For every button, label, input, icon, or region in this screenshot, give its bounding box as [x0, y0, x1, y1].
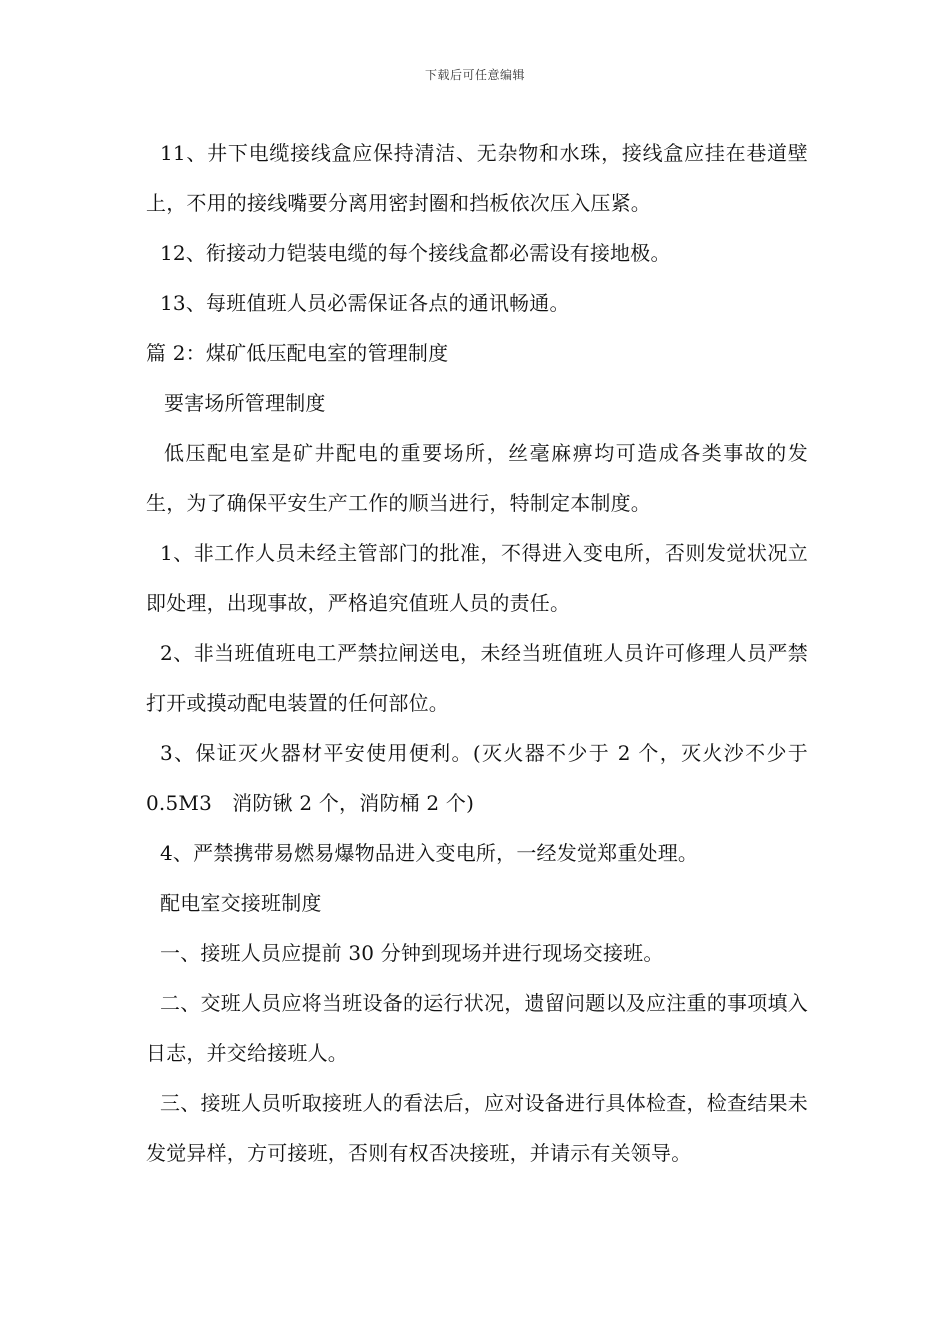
- handover-item-3: 三、接班人员听取接班人的看法后，应对设备进行具体检查，检查结果未发觉异样，方可接班，否则有权否决接班，并请示有关领导。: [146, 1091, 808, 1165]
- paragraph-item-11: 11、井下电缆接线盒应保持清洁、无杂物和水珠，接线盒应挂在巷道壁上，不用的接线嘴要分离用密封圈和挡板依次压入压紧。: [146, 141, 808, 215]
- intro-paragraph: 低压配电室是矿井配电的重要场所，丝毫麻痹均可造成各类事故的发生，为了确保平安生产工作的顺当进行，特制定本制度。: [146, 441, 808, 515]
- handover-item-2: 二、交班人员应将当班设备的运行状况，遗留问题以及应注重的事项填入日志，并交给接班人。: [146, 991, 808, 1065]
- subsection-title-handover: 配电室交接班制度: [160, 891, 322, 915]
- rule-item-4: 4、严禁携带易燃易爆物品进入变电所，一经发觉郑重处理。: [160, 841, 699, 865]
- header-note: 下载后可任意编辑: [424, 68, 525, 82]
- rule-item-1: 1、非工作人员未经主管部门的批准，不得进入变电所，否则发觉状况立即处理，出现事故，严格追究值班人员的责任。: [146, 541, 808, 615]
- paragraph-item-13: 13、每班值班人员必需保证各点的通讯畅通。: [160, 291, 570, 315]
- handover-item-1: 一、接班人员应提前 30 分钟到现场并进行现场交接班。: [160, 941, 664, 965]
- paragraph-item-12: 12、衔接动力铠装电缆的每个接线盒都必需设有接地极。: [160, 241, 671, 265]
- subsection-title-key-places: 要害场所管理制度: [164, 391, 326, 415]
- document-body: [146, 128, 808, 1178]
- rule-item-2: 2、非当班值班电工严禁拉闸送电，未经当班值班人员许可修理人员严禁打开或摸动配电装置的任何部位。: [146, 641, 808, 715]
- rule-item-3: 3、保证灭火器材平安使用便利。(灭火器不少于 2 个，灭火沙不少于 0.5M3 消防锹 2 个，消防桶 2 个): [146, 741, 808, 815]
- section-title: 篇 2：煤矿低压配电室的管理制度: [146, 341, 449, 365]
